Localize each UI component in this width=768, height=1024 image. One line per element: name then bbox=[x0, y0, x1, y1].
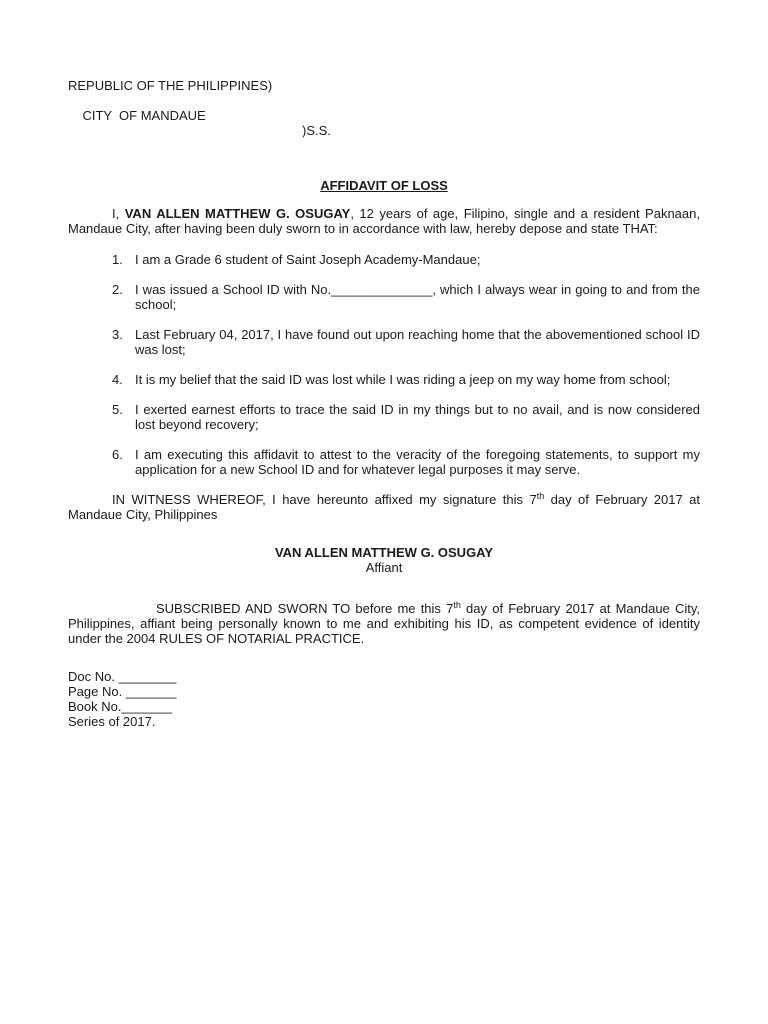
venue-republic: REPUBLIC OF THE PHILIPPINES) bbox=[68, 78, 273, 93]
statement-number: 3. bbox=[112, 327, 123, 342]
statement-text: I am a Grade 6 student of Saint Joseph Academy-Mandaue; bbox=[135, 252, 481, 267]
statement-number: 4. bbox=[112, 372, 123, 387]
venue-city: CITY OF MANDAUE bbox=[82, 108, 206, 123]
witness-ordinal: th bbox=[536, 491, 545, 501]
statement-text: Last February 04, 2017, I have found out upon reaching home that the abovementioned school ID was lost; bbox=[135, 327, 700, 357]
notarial-register bbox=[68, 669, 700, 729]
document-title: AFFIDAVIT OF LOSS bbox=[320, 178, 448, 193]
statement-item bbox=[68, 447, 700, 477]
statement-text: I was issued a School ID with No.______________, which I always wear in going to and from the school; bbox=[135, 282, 700, 312]
statement-number: 6. bbox=[112, 447, 123, 462]
intro-prefix: I, bbox=[112, 206, 125, 221]
witness-paragraph bbox=[68, 492, 700, 522]
jurat-paragraph bbox=[68, 601, 700, 646]
statement-number: 1. bbox=[112, 252, 123, 267]
jurat-text-2: day of February 2017 at Mandaue City, Philippines, affiant being personally known to me and exhibiting his ID, as competent evidence of identity under the 2004 RULES OF NOTARIAL PRACTICE. bbox=[68, 601, 701, 646]
venue-city-line bbox=[68, 93, 700, 153]
jurat-ordinal: th bbox=[453, 600, 461, 610]
statement-item bbox=[68, 252, 700, 267]
book-number: Book No._______ bbox=[68, 699, 173, 714]
jurat-text-1: SUBSCRIBED AND SWORN TO before me this 7 bbox=[156, 601, 454, 616]
affiant-signature-name: VAN ALLEN MATTHEW G. OSUGAY bbox=[274, 545, 494, 560]
statement-text: I am executing this affidavit to attest to the veracity of the foregoing statements, to support my application for a new School ID and for whatever legal purposes it may serve. bbox=[135, 447, 700, 477]
venue-ss: )S.S. bbox=[302, 123, 331, 138]
statement-item bbox=[68, 402, 700, 432]
intro-paragraph bbox=[68, 206, 700, 236]
statement-item bbox=[68, 372, 700, 387]
affidavit-page bbox=[68, 78, 700, 729]
series-year: Series of 2017. bbox=[68, 714, 156, 729]
statement-number: 5. bbox=[112, 402, 123, 417]
witness-text-2: day of February 2017 at Mandaue City, Philippines bbox=[68, 492, 700, 522]
statement-item bbox=[68, 282, 700, 312]
affiant-label: Affiant bbox=[365, 560, 403, 575]
statement-text: It is my belief that the said ID was lost while I was riding a jeep on my way home from school; bbox=[135, 372, 671, 387]
statement-item bbox=[68, 327, 700, 357]
affiant-name-intro: VAN ALLEN MATTHEW G. OSUGAY bbox=[124, 206, 351, 221]
page-number: Page No. _______ bbox=[68, 684, 177, 699]
intro-rest: , 12 years of age, Filipino, single and a resident Paknaan, Mandaue City, after having been duly sworn to in accordance with law, hereby depose and state THAT: bbox=[68, 206, 700, 236]
statement-text: I exerted earnest efforts to trace the said ID in my things but to no avail, and is now considered lost beyond recovery; bbox=[135, 402, 700, 432]
witness-text-1: IN WITNESS WHEREOF, I have hereunto affixed my signature this 7 bbox=[112, 492, 537, 507]
doc-number: Doc No. ________ bbox=[68, 669, 177, 684]
statement-number: 2. bbox=[112, 282, 123, 297]
statements-list bbox=[68, 252, 700, 477]
